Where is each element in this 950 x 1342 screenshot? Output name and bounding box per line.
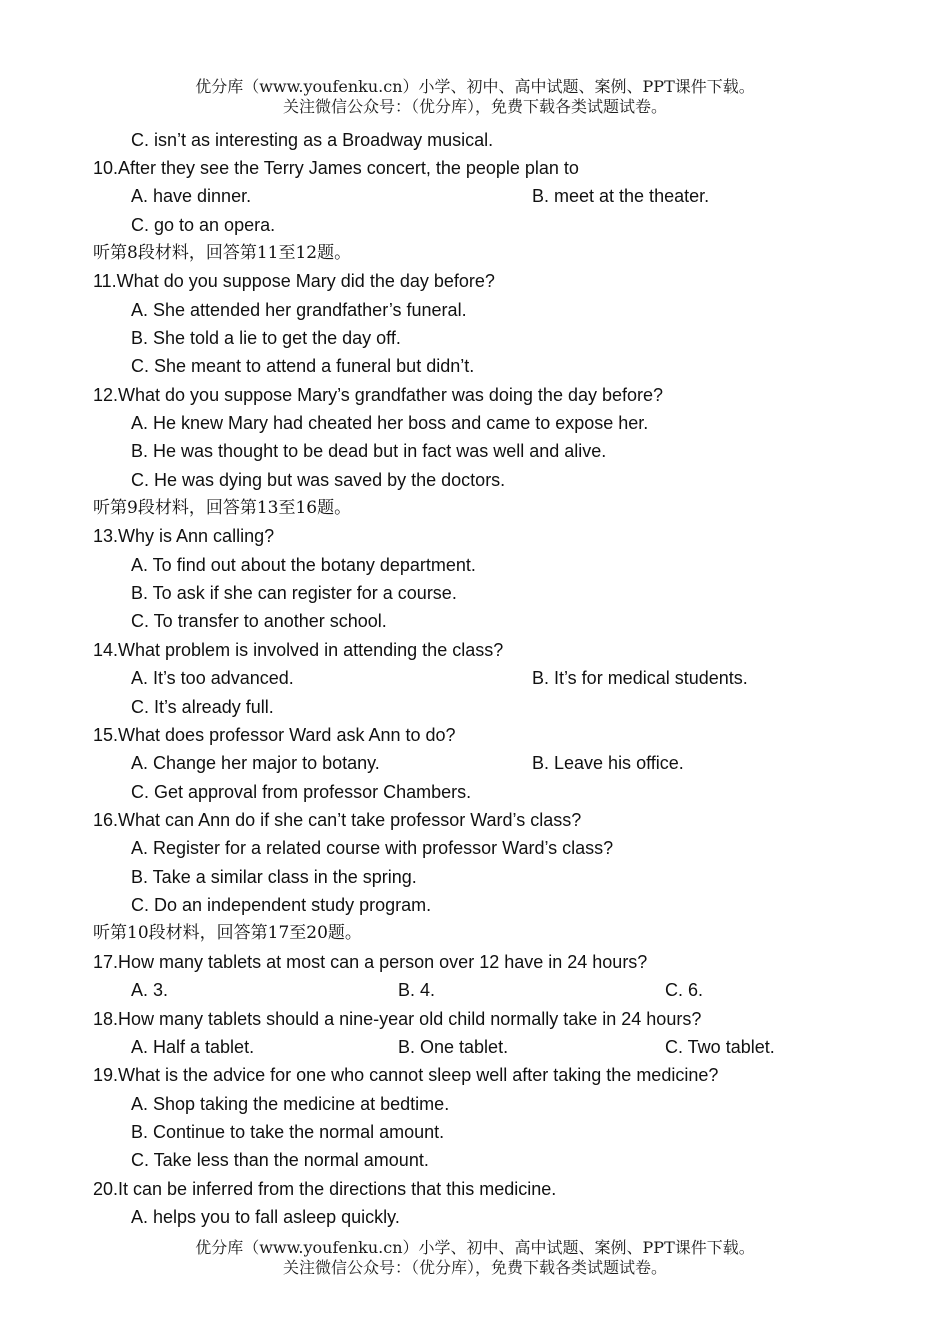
option-14c: C. It’s already full. <box>131 697 274 717</box>
option-10c: C. go to an opera. <box>131 215 276 235</box>
option-12b: B. He was thought to be dead but in fact was well and alive. <box>131 441 607 461</box>
section-heading-10: 听第10段材料，回答第17至20题。 <box>93 923 362 943</box>
option-13c: C. To transfer to another school. <box>131 611 387 631</box>
option-17a: A. 3. <box>131 980 169 1000</box>
option-11c: C. She meant to attend a funeral but didn’t. <box>131 356 475 376</box>
option-9c: C. isn’t as interesting as a Broadway musical. <box>131 130 494 150</box>
footer-line-2: 关注微信公众号：（优分库），免费下载各类试题试卷。 <box>282 1258 667 1277</box>
option-13b: B. To ask if she can register for a course. <box>131 583 457 603</box>
question-16: 16.What can Ann do if she can’t take professor Ward’s class? <box>93 810 582 830</box>
option-19c: C. Take less than the normal amount. <box>131 1150 429 1170</box>
question-10: 10.After they see the Terry James concert, the people plan to <box>93 158 579 178</box>
option-19a: A. Shop taking the medicine at bedtime. <box>131 1094 450 1114</box>
option-16c: C. Do an independent study program. <box>131 895 432 915</box>
option-15c: C. Get approval from professor Chambers. <box>131 782 472 802</box>
option-10b: B. meet at the theater. <box>532 186 710 206</box>
option-15b: B. Leave his office. <box>532 753 684 773</box>
question-13: 13.Why is Ann calling? <box>93 526 275 546</box>
question-11: 11.What do you suppose Mary did the day before? <box>93 271 495 291</box>
header-line-2: 关注微信公众号：（优分库），免费下载各类试题试卷。 <box>282 97 667 116</box>
question-15: 15.What does professor Ward ask Ann to do? <box>93 725 456 745</box>
option-12a: A. He knew Mary had cheated her boss and came to expose her. <box>131 413 649 433</box>
question-18: 18.How many tablets should a nine-year old child normally take in 24 hours? <box>93 1009 702 1029</box>
option-16b: B. Take a similar class in the spring. <box>131 867 417 887</box>
option-13a: A. To find out about the botany department. <box>131 555 476 575</box>
option-12c: C. He was dying but was saved by the doctors. <box>131 470 506 490</box>
option-18c: C. Two tablet. <box>665 1037 775 1057</box>
option-14a: A. It’s too advanced. <box>131 668 294 688</box>
option-17c: C. 6. <box>665 980 704 1000</box>
section-heading-8: 听第8段材料，回答第11至12题。 <box>93 243 352 263</box>
question-12: 12.What do you suppose Mary’s grandfather was doing the day before? <box>93 385 664 405</box>
option-17b: B. 4. <box>398 980 436 1000</box>
option-10a: A. have dinner. <box>131 186 252 206</box>
footer-line-1: 优分库（www.youfenku.cn）小学、初中、高中试题、案例、PPT课件下载。 <box>195 1238 755 1257</box>
section-heading-9: 听第9段材料，回答第13至16题。 <box>93 498 352 518</box>
option-16a: A. Register for a related course with professor Ward’s class? <box>131 838 614 858</box>
question-14: 14.What problem is involved in attending the class? <box>93 640 504 660</box>
option-18a: A. Half a tablet. <box>131 1037 255 1057</box>
option-20a: A. helps you to fall asleep quickly. <box>131 1207 400 1227</box>
option-15a: A. Change her major to botany. <box>131 753 380 773</box>
option-19b: B. Continue to take the normal amount. <box>131 1122 445 1142</box>
question-20: 20.It can be inferred from the directions that this medicine. <box>93 1179 557 1199</box>
option-14b: B. It’s for medical students. <box>532 668 748 688</box>
option-18b: B. One tablet. <box>398 1037 509 1057</box>
option-11a: A. She attended her grandfather’s funeral. <box>131 300 467 320</box>
question-17: 17.How many tablets at most can a person over 12 have in 24 hours? <box>93 952 648 972</box>
question-19: 19.What is the advice for one who cannot sleep well after taking the medicine? <box>93 1065 719 1085</box>
option-11b: B. She told a lie to get the day off. <box>131 328 401 348</box>
header-line-1: 优分库（www.youfenku.cn）小学、初中、高中试题、案例、PPT课件下载。 <box>195 77 755 96</box>
